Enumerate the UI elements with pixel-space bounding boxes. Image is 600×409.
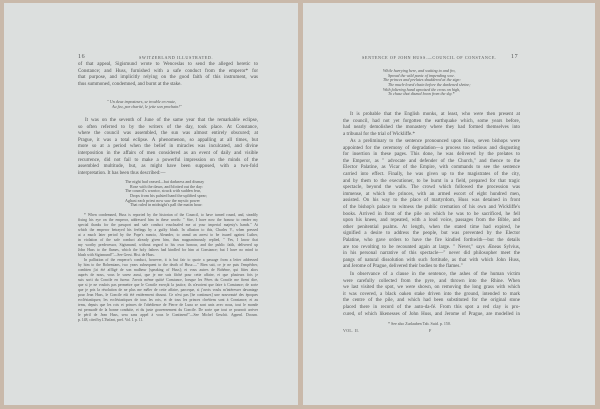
text-line: To chase that dismal boon from the sky.* xyxy=(388,91,455,97)
running-title: SENTENCE OF JOHN HUSS.—COUNCIL OF CONSTANCE. xyxy=(362,55,497,60)
text-line: combien j'ai été affligé de son malheur [speaking of Huss]; et vous autres de Bohême, qui fûtes alors xyxy=(78,268,258,272)
footnote: * See also Zurlauben Tab. Suid. p. 150. xyxy=(388,321,451,326)
text-line: placed there in record of the auto-da-fé. From this spot a red clay is pro- xyxy=(343,304,520,310)
text-line: we last visited the spot, we were shown, on removing the long grass with which xyxy=(343,285,520,291)
text-line: where the council was assembled, the sun was almost entirely obscured; at xyxy=(78,131,258,137)
signature-mark: F xyxy=(429,328,432,333)
text-line: That ruled in midnight's pall the matin hour: xyxy=(130,202,203,208)
text-line: recurrence, did not fail to make a powerful impression on the minds of the xyxy=(78,157,258,163)
text-line: With faltering hand upraised the cross on high, xyxy=(383,86,461,92)
text-line: le péril de Jean Huss, sera sans appel à vous le Continent!"—See Michel Geschit. Appenl. Docum. xyxy=(78,313,258,317)
right-page xyxy=(303,3,595,405)
text-line: ecclésiastiques; les ecclésiastiques de tous les rois, et de tous les princes chrétiens sont à Constance; et au xyxy=(78,298,258,302)
text-line: The council's warrior, struck with sudden fear, xyxy=(125,188,201,194)
text-line: In palliation of the emperor's conduct, however, it is but fair to quote a passage from a letter addressed xyxy=(84,258,258,262)
text-line: auprès de nous, vous le savez aussi, que je me suis fâché pour cette affaire, et que plusieurs fois je xyxy=(78,273,258,277)
text-line: carried into effect. Finally, he was given up to the magistrates of the city, xyxy=(343,171,520,177)
text-line: the Emperor, as " advocate and defender of the Church," and thence to the xyxy=(343,158,520,164)
text-line: which the emperor betrayed his feelings by a guilty blush. In allusion to this, Charles V., when pressed xyxy=(78,228,258,232)
text-line: in his personal narrative of this spectacle—" never did philosopher meet the xyxy=(343,251,520,257)
text-line: the council, had not yet forgotten the earthquake which, some years before, xyxy=(343,118,520,124)
text-line: p. 148, cited by L'Enfant, pref. Vol. I. p. 11. xyxy=(78,318,144,322)
text-line: appointed for the ceremony of degradation—a process too tedious and disgusting xyxy=(343,145,520,151)
paragraph xyxy=(343,112,520,138)
text-line: In observance of a clause in the sentence, the ashes of the human victim xyxy=(350,272,520,277)
footnote xyxy=(78,213,258,323)
text-line: for insertion in these pages. This done, he was delivered by the prelates to xyxy=(343,152,520,158)
text-line: * When condemned, Huss is reported by the historian of the Council, to have turned round, and, steadily xyxy=(84,213,258,217)
paragraph xyxy=(343,272,520,318)
text-line: and Jerome of Prague, delivered their bodies to the flames." xyxy=(343,264,463,270)
text-line: Aghast each priest now saw the mystic power xyxy=(125,197,200,203)
paragraph xyxy=(343,139,520,271)
text-line: It is probable that the English monks, at least, who were then present at xyxy=(350,112,520,117)
text-line: tems, depuis que les rois et princes de l'obédience de Pierre de Luna se sont unis avec nous, tout le monde xyxy=(78,303,258,307)
text-line: Prague, it was a total eclipse. A phenomenon, so appalling at all times, but xyxy=(78,137,258,143)
text-line: the centre of the pile, and which had been substituted for the original stone xyxy=(343,298,520,304)
text-line: upon his knees, and repeated, with a loud voice, passages from the Bible, and xyxy=(343,218,520,224)
page-number: 17 xyxy=(511,54,519,60)
text-line: a tribunal for the trial of Wickliffe.* xyxy=(343,131,415,137)
text-line: Rose with the dawn, and blotted out the day: xyxy=(130,183,204,189)
text-line: assembled multitude, but, as might have been supposed, with a two-fold xyxy=(78,164,258,170)
paragraph xyxy=(78,118,258,177)
running-title: SWITZERLAND ILLUSTRATED. xyxy=(139,55,214,60)
text-line: in violation of the safe conduct already given him, thus magnanimously replied, " Yes, I know that xyxy=(78,238,258,242)
text-line: que je pris la résolution de ne plus me mêler de cette affaire, parceque, si j'avois voulu m'intéresser davantage xyxy=(78,288,258,292)
text-line: Elector Palatine, as Vicar of the Empire, with commands to see the sentence xyxy=(343,165,520,171)
text-line: blush with Sigismund!"—See Gerst. Hist. de Huss. xyxy=(78,253,155,257)
text-line: It was on the seventh of June of the same year that the remarkable eclipse, xyxy=(85,118,258,123)
text-line: The princes and prelates shuddered at the sign: xyxy=(383,77,461,83)
paragraph xyxy=(78,62,258,88)
text-line: Spread the wild panic of impending woe. xyxy=(388,72,455,78)
text-line: my worthy predecessor, Sigismund, without regard to his own honour, and the public faith, delivered up xyxy=(78,243,258,247)
text-line: pour Jean Huss, le Concile eût été entièrement dissout. Ce n'est pas [he continues] une nouveauté des époques xyxy=(78,293,258,297)
text-line: signified a desire to address the people, but was prevented by the Elector xyxy=(343,231,520,237)
text-line: cured, of which likenesses of John Huss, and Jerome of Prague, are modelled in xyxy=(343,311,520,317)
text-line: Au feu, par charité, le jette son prochain!" xyxy=(112,103,182,109)
text-line: special thanks for the passport and safe conduct vouchsafed me at your imperial majesty's hands." At xyxy=(78,223,258,227)
text-line: other penitential psalms. At length, when the stated time had expired, he xyxy=(343,224,520,230)
text-line: John Huss to the flames, which the holy fathers had kindled for him at Constance; but I have no mind to xyxy=(78,248,258,252)
poem xyxy=(383,69,471,97)
text-line: that purpose, and implicitly relying on the good faith of this instrument, was xyxy=(78,75,258,81)
text-line: " Un deux imposteurs, se trouble en route, xyxy=(107,99,177,104)
text-line: As a preliminary to the sentence pronounced upon Huss, seven bishops were xyxy=(350,139,520,144)
text-line: thus summoned, condemned, and burnt at the stake. xyxy=(78,81,182,87)
text-line: suis sorti du Concile en fureur. J'avois même quitté Constance, lorsque les Pères du Concile me firent dire, xyxy=(78,278,258,282)
page-number: 16 xyxy=(78,54,86,60)
text-line: and by them to the executioner, to be burnt in a field, prepared for that tragic xyxy=(343,178,520,184)
text-line: more so at a period when the belief in miracles was inculcated, and divine xyxy=(78,144,258,150)
volume-mark: VOL. II. xyxy=(343,328,360,333)
text-line: assisted. On his way to the place of martyrdom, Huss was detained in front xyxy=(343,198,520,204)
text-line: The much-loved chain before the darkened shrine; xyxy=(388,82,471,88)
text-line: est persuadé de la bonne conduite, et du juste gouvernement du Concile. De sorte que tout ce pourroit arriver xyxy=(78,308,258,312)
text-line: of the bishop's palace to witness the public cremation of his own and Wickliffe's xyxy=(343,204,520,210)
text-line: spectacle, beyond the walls. The crowd which followed the procession was xyxy=(343,185,520,191)
text-line: Drops from his palsied hand the uplifted spear; xyxy=(130,193,207,199)
text-line: interpretation. It has been thus described:— xyxy=(78,170,166,176)
text-line: que si je ne voulois pas permettre que le Concile exerçât la justice, ils n'avoient que faire à Constance; de sorte xyxy=(78,283,258,287)
text-line: While hurrying here, and waiting to and fro, xyxy=(383,68,456,73)
text-line: interposition in the affairs of men considered as an event of daily and visible xyxy=(78,150,258,156)
poem xyxy=(125,180,207,208)
text-line: are too revolting to be recounted again at large. " Never," says Æneas Sylvius, xyxy=(343,244,520,250)
text-line: of that appeal, Sigismund wrote to Wenceslas to send the alleged heretic to xyxy=(78,62,258,67)
left-page xyxy=(4,3,298,405)
quoted-couplet xyxy=(107,100,181,109)
text-line: books. Arrived in front of the pile on which he was to be sacrificed, he fell xyxy=(343,211,520,217)
text-line: it was covered, a black oaken stake driven into the ground, intended to mark xyxy=(343,291,520,297)
text-line: fixing his eye on the emperor, addressed him in these words: " Sire, I have now the honour to render my xyxy=(78,218,258,222)
text-line: were carefully collected from the pyre, and thrown into the Rhine. When xyxy=(343,278,520,284)
text-line: pangs of natural dissolution with such fortitude, as that with which John Huss, xyxy=(343,257,520,263)
text-line: by him to the Bohemians, two years subsequent to the death of Huss:—" Bien sait, ce je ne puis l'empêcher, xyxy=(78,263,258,267)
text-line: Palatine, who gave orders to have the fire kindled forthwith—but the details xyxy=(343,237,520,243)
text-line: had nearly demolished the monastery where they had formed themselves into xyxy=(343,125,520,131)
text-line: The night had ceased—but darkness and dismay xyxy=(125,179,205,184)
text-line: at a much later period by the Pope's nuncio, Aleander, to annul an arrest to be issued against Luther, xyxy=(78,233,258,237)
text-line: Constance; and Huss, furnished with a safe conduct from the emperor* for xyxy=(78,68,258,74)
text-line: immense, at which the princes, with an armed escort of eight hundred men, xyxy=(343,191,520,197)
text-line: so often referred to by the writers of the day, took place. At Constance, xyxy=(78,124,258,130)
